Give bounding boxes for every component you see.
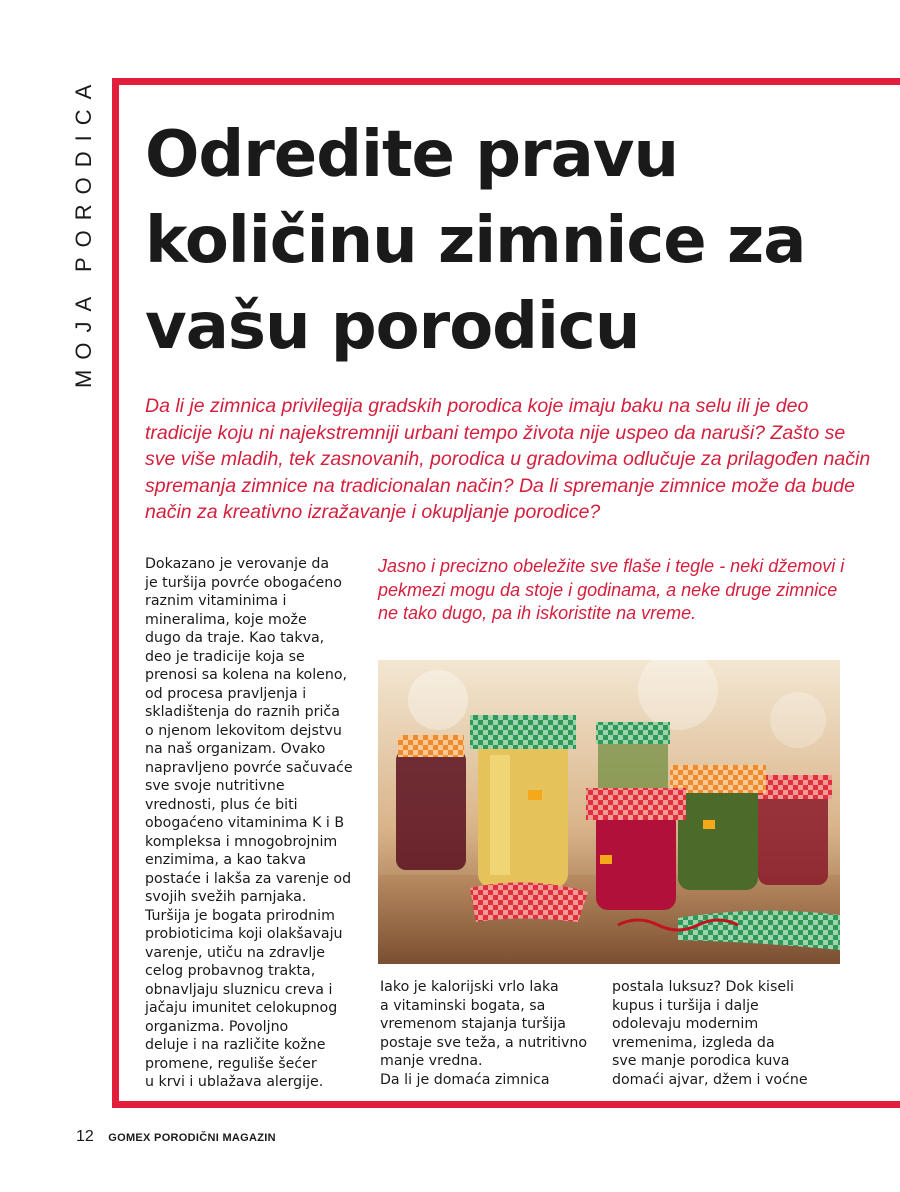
page-footer	[76, 1128, 276, 1146]
jars-photo	[378, 660, 840, 964]
body-column-3: postala luksuz? Dok kiseli kupus i turšija i dalje odolevaju modernim vremenima, izgleda da sve manje porodica kuva domaći ajvar, džem i voćne	[612, 979, 808, 1088]
article-lead: Da li je zimnica privilegija gradskih porodica koje imaju baku na selu ili je deo tradicije koju ni najekstremniji urbani tempo života nije uspeo da naruši? Zašto se sve više mladih, tek zasnovanih, porodica u gradovima odlučuje za prilagođen način spremanja zimnice na tradicionalan način? Da li spremanje zimnice može da bude način za kreativno izražavanje i okupljanje porodice?	[145, 395, 871, 523]
article-title: Odredite pravu količinu zimnice za vašu porodicu	[145, 118, 806, 364]
body-column-2: Iako je kalorijski vrlo laka a vitaminski bogata, sa vremenom stajanja turšija postaje sve teža, a nutritivno manje vredna. Da li je domaća zimnica	[380, 979, 588, 1088]
page-number: 12	[76, 1128, 94, 1145]
body-column-1: Dokazano je verovanje da je turšija povrće obogaćeno raznim vitaminima i mineralima, koje može dugo da traje. Kao takva, deo je tradicije koja se prenosi sa kolena na koleno, od procesa pravljenja i skladištenja do raznih priča o njenom lekovitom dejstvu na naš organizam. Ovako napravljeno povrće sačuvaće sve svoje nutritivne vrednosti, plus će biti obogaćeno vitaminima K i B kompleksa i mnogobrojnim enzimima, a kao takva postaće i lakša za varenje od svojih svežih parnjaka. Turšija je bogata prirodnim probioticima koji olakšavaju varenje, utiču na zdravlje celog probavnog trakta, obnavljaju sluznicu creva i jačaju imunitet celokupnog organizma. Povoljno deluje i na različite kožne promene, reguliše šećer u krvi i ublažava alergije.	[145, 556, 353, 1090]
section-label: MOJA PORODICA	[71, 74, 96, 388]
pull-quote: Jasno i precizno obeležite sve flaše i tegle - neki džemovi i pekmezi mogu da stoje i godinama, a neke druge zimnice ne tako dugo, pa ih iskoristite na vreme.	[378, 556, 845, 623]
magazine-name: GOMEX PORODIČNI MAGAZIN	[108, 1132, 276, 1144]
